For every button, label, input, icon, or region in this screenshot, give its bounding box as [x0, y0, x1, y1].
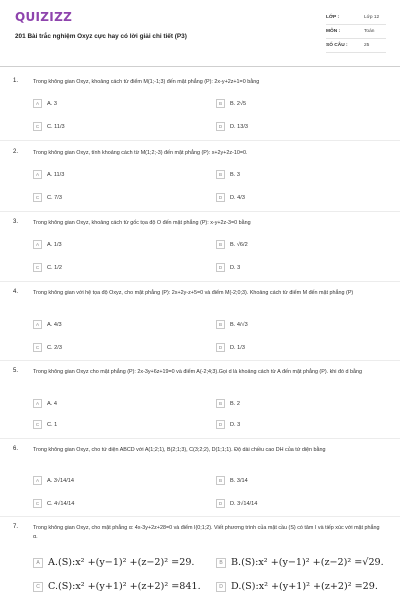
option-text: B. √6/2: [230, 241, 248, 248]
option-text: A. 4: [47, 400, 57, 407]
option-letter-box: C: [33, 499, 42, 508]
question-number: 7.: [13, 524, 19, 530]
meta-key: SỐ CÂU :: [326, 43, 348, 48]
option-letter-box: A: [33, 170, 42, 179]
option-letter-box: B: [216, 240, 225, 249]
option-d[interactable]: [216, 420, 240, 429]
option-a[interactable]: [33, 320, 62, 329]
quizizz-logo: QUIZIZZ: [15, 10, 73, 24]
option-a[interactable]: [33, 399, 57, 408]
option-letter-box: D: [216, 420, 225, 429]
meta-key: LỚP :: [326, 15, 340, 20]
option-letter-box: B: [216, 399, 225, 408]
option-b[interactable]: [216, 399, 240, 408]
option-c[interactable]: [33, 581, 201, 592]
question-number: 3.: [13, 219, 19, 225]
option-letter-box: A: [33, 99, 42, 108]
question-text: Trong không gian Oxyz, tính khoảng cách từ M(1;2;-3) đến mặt phẳng (P): x+2y+2z-10=0.: [33, 150, 248, 156]
question-divider: [0, 281, 400, 282]
option-b[interactable]: [216, 476, 248, 485]
option-d[interactable]: [216, 122, 248, 131]
option-b[interactable]: [216, 170, 240, 179]
question-text: Trong không gian Oxyz, cho tứ diện ABCD với A(1;2;1), B(2;1;3), C(3;2;2), D(1;1;1). Độ dài chiều cao DH của tứ diện bằng: [33, 447, 326, 453]
option-letter-box: A: [33, 320, 42, 329]
header-divider: [0, 66, 400, 67]
option-a[interactable]: [33, 99, 57, 108]
meta-value: 25: [364, 43, 370, 48]
option-text: D. 3: [230, 421, 241, 428]
option-letter-box: B: [216, 558, 226, 568]
option-c[interactable]: [33, 499, 74, 508]
option-text: D.(S):x² +(y+1)² +(z+2)² =29.: [231, 581, 378, 592]
option-text: D. 13/3: [230, 123, 249, 130]
option-b[interactable]: [216, 320, 248, 329]
option-letter-box: C: [33, 263, 42, 272]
question-number: 2.: [13, 149, 19, 155]
option-letter-box: C: [33, 420, 42, 429]
option-letter-box: D: [216, 499, 225, 508]
option-text: C. 7/3: [47, 194, 62, 201]
option-letter-box: B: [216, 320, 225, 329]
option-b[interactable]: [216, 99, 246, 108]
option-c[interactable]: [33, 420, 57, 429]
meta-key: MÔN :: [326, 29, 341, 34]
option-d[interactable]: [216, 499, 257, 508]
option-d[interactable]: [216, 263, 240, 272]
meta-value: Toán: [364, 29, 375, 34]
page-title: 201 Bài trắc nghiệm Oxyz cực hay có lời giải chi tiết (P3): [15, 33, 187, 40]
option-letter-box: B: [216, 99, 225, 108]
option-c[interactable]: [33, 263, 62, 272]
option-text: A.(S):x² +(y−1)² +(z−2)² =29.: [48, 557, 195, 568]
option-letter-box: B: [216, 170, 225, 179]
option-letter-box: A: [33, 476, 42, 485]
meta-row-subject: [326, 25, 386, 39]
option-letter-box: C: [33, 193, 42, 202]
option-letter-box: D: [216, 263, 225, 272]
option-letter-box: D: [216, 343, 225, 352]
option-c[interactable]: [33, 343, 62, 352]
question-divider: [0, 140, 400, 141]
option-a[interactable]: [33, 557, 194, 568]
question-text: Trong không gian Oxyz cho mặt phẳng (P): 2x-3y+6z+19=0 và điểm A(-2;4;3).Gọi d là khoảng cách từ A đến mặt phẳng (P). khi đó d bằng: [33, 369, 362, 375]
option-text: C. 2/3: [47, 344, 62, 351]
option-text: A. 4/3: [47, 321, 62, 328]
question-text: Trong không gian Oxyz, khoảng cách từ gốc tọa độ O đến mặt phẳng (P): x-y+2z-3=0 bằng: [33, 220, 251, 226]
option-letter-box: C: [33, 122, 42, 131]
option-text: D. 3: [230, 264, 241, 271]
meta-value: Lớp 12: [364, 15, 380, 20]
option-text: A. 3: [47, 100, 57, 107]
meta-table: [326, 11, 386, 53]
question-text: Trong không gian với hệ tọa độ Oxyz, cho mặt phẳng (P): 2x+2y-z+5=0 và điểm M(-2;0;3). Khoảng cách từ điểm M đến mặt phẳng (P): [33, 290, 354, 296]
option-letter-box: C: [33, 582, 43, 592]
option-a[interactable]: [33, 170, 64, 179]
option-d[interactable]: [216, 581, 378, 592]
option-c[interactable]: [33, 193, 62, 202]
option-text: C. 1/2: [47, 264, 62, 271]
question-text: Trong không gian Oxyz, cho mặt phẳng α: 4x-3y+2z+28=0 và điểm I(0;1;2). Viết phương trình của mặt cầu (S) có tâm I và tiếp xúc với mặt phẳng α.: [33, 525, 380, 540]
option-b[interactable]: [216, 557, 384, 568]
question-number: 5.: [13, 368, 19, 374]
option-text: A. 1/3: [47, 241, 62, 248]
meta-row-class: [326, 11, 386, 25]
option-letter-box: B: [216, 476, 225, 485]
option-letter-box: A: [33, 240, 42, 249]
option-text: C. 4√14/14: [47, 500, 75, 507]
option-text: B. 3/14: [230, 477, 248, 484]
question-divider: [0, 360, 400, 361]
question-divider: [0, 211, 400, 212]
option-a[interactable]: [33, 476, 74, 485]
option-text: B. 3: [230, 171, 240, 178]
option-text: B. 2: [230, 400, 240, 407]
option-letter-box: D: [216, 122, 225, 131]
option-text: D. 1/3: [230, 344, 245, 351]
option-letter-box: A: [33, 558, 43, 568]
question-divider: [0, 516, 400, 517]
option-text: C. 1: [47, 421, 58, 428]
option-text: B. 4/√3: [230, 321, 248, 328]
question-number: 4.: [13, 289, 19, 295]
option-d[interactable]: [216, 193, 245, 202]
option-a[interactable]: [33, 240, 62, 249]
option-c[interactable]: [33, 122, 65, 131]
option-text: D. 3√14/14: [230, 500, 258, 507]
option-text: A. 3√14/14: [47, 477, 75, 484]
option-letter-box: D: [216, 582, 226, 592]
option-text: A. 11/3: [47, 171, 65, 178]
question-divider: [0, 438, 400, 439]
option-b[interactable]: [216, 240, 248, 249]
option-text: C. 11/3: [47, 123, 65, 130]
option-text: D. 4/3: [230, 194, 245, 201]
option-text: B. 2√5: [230, 100, 247, 107]
option-text: B.(S):x² +(y−1)² +(z−2)² =√29.: [231, 557, 384, 568]
meta-row-count: [326, 39, 386, 53]
question-number: 1.: [13, 78, 19, 84]
option-letter-box: D: [216, 193, 225, 202]
option-letter-box: C: [33, 343, 42, 352]
option-letter-box: A: [33, 399, 42, 408]
worksheet-header: [0, 0, 400, 66]
option-d[interactable]: [216, 343, 245, 352]
question-text: Trong không gian Oxyz, khoảng cách từ điểm M(1;-1;3) đến mặt phẳng (P): 2x-y+2z+1=0 bằng: [33, 79, 260, 85]
question-number: 6.: [13, 446, 19, 452]
option-text: C.(S):x² +(y+1)² +(z+2)² =841.: [48, 581, 201, 592]
